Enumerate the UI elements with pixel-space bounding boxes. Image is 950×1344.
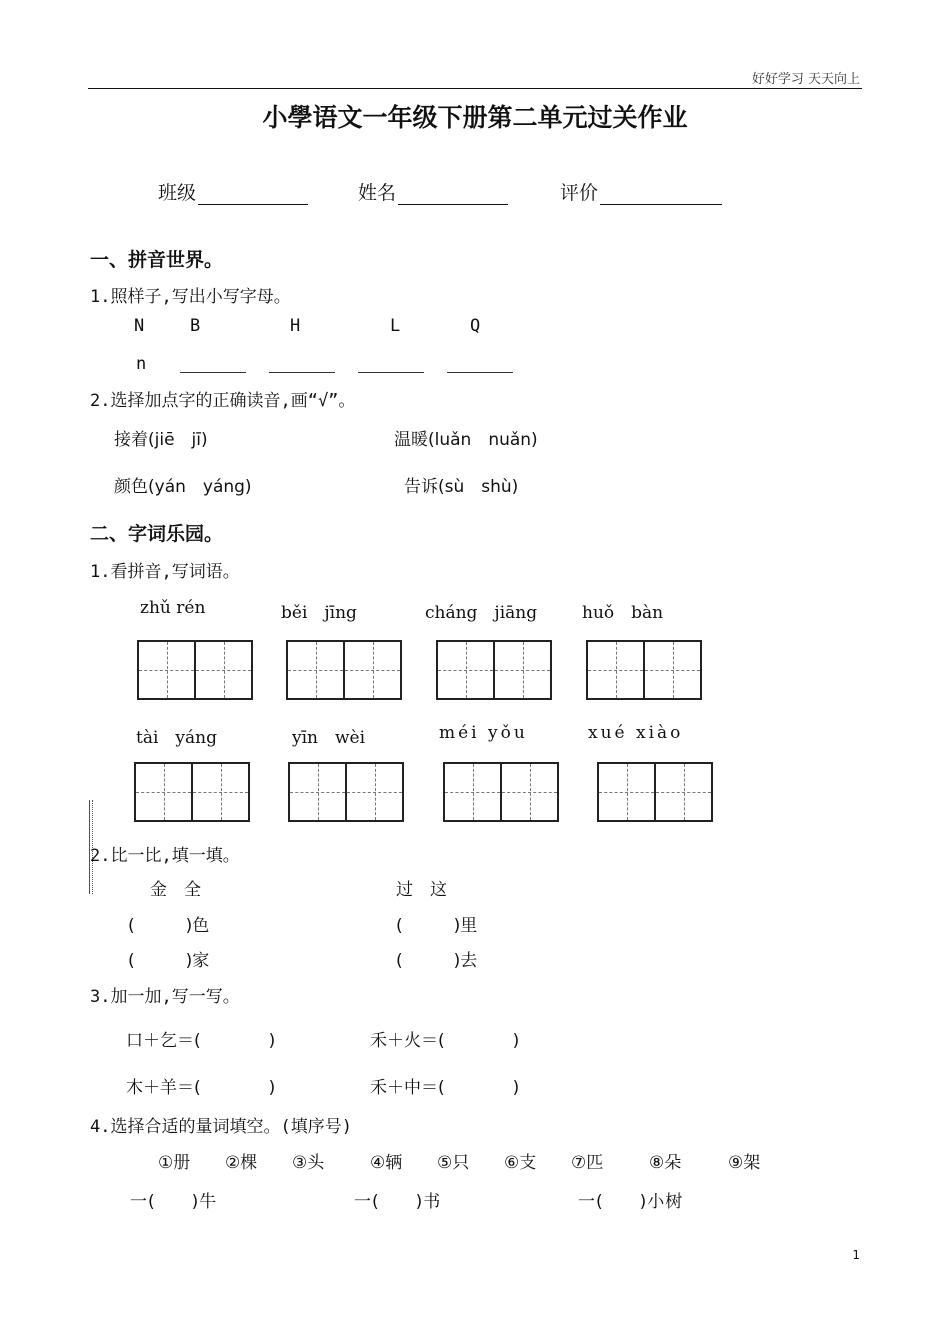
lowercase-blank-3[interactable] bbox=[358, 358, 424, 373]
eval-field bbox=[560, 178, 722, 205]
measure-option-7: ⑦匹 bbox=[571, 1153, 604, 1173]
page-title: 小學语文一年级下册第二单元过关作业 bbox=[262, 103, 688, 132]
pinyin-row1-1: zhǔ rén bbox=[140, 598, 206, 618]
compare-pair-1: 金 全 bbox=[150, 880, 201, 900]
upper-letter-2: B bbox=[190, 316, 201, 336]
writing-box[interactable] bbox=[597, 762, 713, 822]
section2-heading: 二、字词乐园。 bbox=[90, 523, 224, 545]
lowercase-blank-1[interactable] bbox=[180, 358, 246, 373]
lowercase-blank-2[interactable] bbox=[269, 358, 335, 373]
compare-blank-left-1[interactable]: ( )色 bbox=[128, 916, 210, 936]
s2-q3-prompt: 3.加一加,写一写。 bbox=[90, 987, 240, 1007]
s2-q1-prompt: 1.看拼音,写词语。 bbox=[90, 562, 240, 582]
s2-q4-prompt: 4.选择合适的量词填空。(填序号) bbox=[90, 1117, 352, 1137]
lowercase-blank-4[interactable] bbox=[447, 358, 513, 373]
add-item-4[interactable]: 禾＋中＝( ) bbox=[370, 1078, 520, 1098]
name-blank[interactable] bbox=[398, 184, 508, 205]
measure-option-9: ⑨架 bbox=[728, 1153, 761, 1173]
writing-box[interactable] bbox=[586, 640, 702, 700]
header-tagline: 好好学习 天天向上 bbox=[751, 72, 860, 87]
pinyin-row2-2: yīn wèi bbox=[292, 728, 366, 748]
compare-blank-right-2[interactable]: ( )去 bbox=[396, 951, 478, 971]
measure-option-3: ③头 bbox=[292, 1153, 325, 1173]
measure-blank-1[interactable]: 一( )牛 bbox=[130, 1192, 218, 1212]
compare-blank-left-2[interactable]: ( )家 bbox=[128, 951, 210, 971]
section1-heading: 一、拼音世界。 bbox=[90, 249, 224, 271]
page-number: 1 bbox=[852, 1248, 860, 1262]
add-item-3[interactable]: 木＋羊＝( ) bbox=[126, 1078, 276, 1098]
pinyin-row2-4: xué xiào bbox=[588, 723, 684, 743]
upper-letter-5: Q bbox=[470, 316, 481, 336]
upper-letter-4: L bbox=[390, 316, 401, 336]
name-field bbox=[358, 178, 508, 205]
pinyin-row2-3: méi yǒu bbox=[439, 723, 528, 743]
reading-choice-3[interactable]: 颜色(yán yáng) bbox=[114, 477, 252, 497]
measure-option-2: ②棵 bbox=[225, 1153, 258, 1173]
upper-letter-3: H bbox=[290, 316, 301, 336]
s2-q2-prompt: 2.比一比,填一填。 bbox=[90, 846, 240, 866]
measure-option-8: ⑧朵 bbox=[649, 1153, 682, 1173]
s1-q2-prompt: 2.选择加点字的正确读音,画“√”。 bbox=[90, 391, 356, 411]
writing-box[interactable] bbox=[137, 640, 253, 700]
measure-option-4: ④辆 bbox=[370, 1153, 403, 1173]
reading-choice-4[interactable]: 告诉(sù shù) bbox=[404, 477, 519, 497]
measure-option-5: ⑤只 bbox=[437, 1153, 470, 1173]
measure-option-1: ①册 bbox=[158, 1153, 191, 1173]
add-item-1[interactable]: 口＋乞＝( ) bbox=[126, 1031, 276, 1051]
writing-box[interactable] bbox=[443, 762, 559, 822]
class-field bbox=[158, 178, 308, 205]
add-item-2[interactable]: 禾＋火＝( ) bbox=[370, 1031, 520, 1051]
pinyin-row1-4: huǒ bàn bbox=[582, 603, 664, 623]
pinyin-row2-1: tài yáng bbox=[136, 728, 217, 748]
measure-blank-2[interactable]: 一( )书 bbox=[354, 1192, 442, 1212]
compare-blank-right-1[interactable]: ( )里 bbox=[396, 916, 478, 936]
compare-pair-2: 过 这 bbox=[396, 880, 447, 900]
writing-box[interactable] bbox=[436, 640, 552, 700]
writing-box[interactable] bbox=[134, 762, 250, 822]
example-lowercase: n bbox=[136, 354, 147, 374]
measure-option-6: ⑥支 bbox=[504, 1153, 537, 1173]
pinyin-row1-3: cháng jiāng bbox=[425, 603, 538, 623]
reading-choice-1[interactable]: 接着(jiē jī) bbox=[114, 430, 208, 450]
class-label: 班级 bbox=[158, 182, 197, 204]
writing-box[interactable] bbox=[288, 762, 404, 822]
upper-letter-1: N bbox=[134, 316, 145, 336]
class-blank[interactable] bbox=[198, 184, 308, 205]
measure-blank-3[interactable]: 一( )小树 bbox=[578, 1192, 684, 1212]
lowercase-blanks bbox=[180, 358, 536, 377]
eval-label: 评价 bbox=[560, 182, 599, 204]
header-rule bbox=[88, 88, 862, 89]
writing-box[interactable] bbox=[286, 640, 402, 700]
name-label: 姓名 bbox=[358, 182, 397, 204]
reading-choice-2[interactable]: 温暖(luǎn nuǎn) bbox=[394, 430, 538, 450]
eval-blank[interactable] bbox=[600, 184, 722, 205]
s1-q1-prompt: 1.照样子,写出小写字母。 bbox=[90, 287, 291, 307]
pinyin-row1-2: běi jīng bbox=[281, 603, 357, 623]
